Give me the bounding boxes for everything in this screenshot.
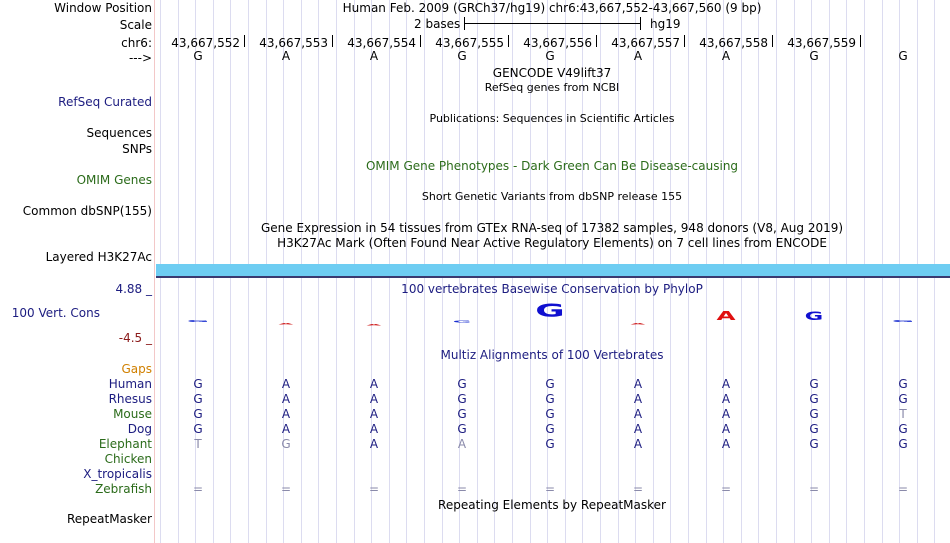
reference-base: A xyxy=(281,49,291,63)
species-base: = xyxy=(720,482,732,496)
species-base: T xyxy=(194,437,202,451)
scale-assembly-text: hg19 xyxy=(650,17,681,31)
species-base: A xyxy=(369,407,379,421)
species-base: = xyxy=(368,482,380,496)
scale-bases-text: 2 bases xyxy=(414,17,461,31)
repeatmasker-label[interactable]: RepeatMasker xyxy=(66,512,152,526)
position-tick xyxy=(244,35,245,47)
dbsnp-label[interactable]: Common dbSNP(155) xyxy=(22,204,152,218)
species-base: G xyxy=(809,437,819,451)
reference-base: G xyxy=(809,49,819,63)
species-label[interactable]: X_tropicalis xyxy=(83,467,152,481)
species-base: G xyxy=(457,407,467,421)
species-base: G xyxy=(545,392,555,406)
species-base: A xyxy=(369,437,379,451)
species-base: = xyxy=(632,482,644,496)
refseq-subtitle[interactable]: RefSeq genes from NCBI xyxy=(484,81,620,94)
repeatmasker-title[interactable]: Repeating Elements by RepeatMasker xyxy=(438,498,666,512)
reference-base: G xyxy=(193,49,203,63)
refseq-label[interactable]: RefSeq Curated xyxy=(58,95,152,109)
position-tick-label: 43,667,552 xyxy=(171,36,240,50)
species-base: G xyxy=(809,392,819,406)
species-base: = xyxy=(456,482,468,496)
position-tick xyxy=(684,35,685,47)
species-base: = xyxy=(192,482,204,496)
h3k27ac-title[interactable]: H3K27Ac Mark (Often Found Near Active Regulatory Elements) on 7 cell lines from ENCODE xyxy=(277,236,827,250)
species-base: G xyxy=(193,377,203,391)
window-position-text: Human Feb. 2009 (GRCh37/hg19) chr6:43,667,552-43,667,560 (9 bp) xyxy=(342,1,762,15)
species-base: G xyxy=(457,377,467,391)
reference-base: G xyxy=(898,49,908,63)
species-base: A xyxy=(281,407,291,421)
reference-base: A xyxy=(633,49,643,63)
position-tick xyxy=(772,35,773,47)
scale-label[interactable]: Scale xyxy=(119,18,152,32)
species-base: A xyxy=(721,422,731,436)
scale-bar-right-tick xyxy=(640,17,641,30)
window-position-label[interactable]: Window Position xyxy=(54,1,152,15)
species-base: A xyxy=(721,392,731,406)
species-base: A xyxy=(281,392,291,406)
omim-title[interactable]: OMIM Gene Phenotypes - Dark Green Can Be Disease-causing xyxy=(365,159,739,173)
species-base: A xyxy=(721,407,731,421)
species-base: G xyxy=(898,437,908,451)
phylop-title[interactable]: 100 vertebrates Basewise Conservation by PhyloP xyxy=(401,282,703,296)
h3k27ac-label[interactable]: Layered H3K27Ac xyxy=(45,250,152,264)
gaps-label[interactable]: Gaps xyxy=(121,362,152,376)
position-tick-label: 43,667,554 xyxy=(347,36,416,50)
position-tick xyxy=(596,35,597,47)
reference-base: G xyxy=(457,49,467,63)
scale-bar-left-tick xyxy=(464,17,465,30)
species-base: A xyxy=(281,377,291,391)
phylop-min-label: -4.5 _ xyxy=(118,331,152,345)
phylop-logo-glyph: A xyxy=(716,308,736,324)
species-base: G xyxy=(545,377,555,391)
species-base: G xyxy=(809,377,819,391)
gtex-title[interactable]: Gene Expression in 54 tissues from GTEx RNA-seq of 17382 samples, 948 donors (V8, Aug 2019) xyxy=(260,221,844,235)
species-base: G xyxy=(281,437,291,451)
phylop-logo-glyph: A xyxy=(278,322,294,326)
phylop-logo-glyph: A xyxy=(630,322,646,326)
phylop-logo-glyph: G xyxy=(804,310,824,324)
position-tick-label: 43,667,553 xyxy=(259,36,328,50)
species-base: G xyxy=(193,422,203,436)
species-base: = xyxy=(897,482,909,496)
species-base: G xyxy=(809,407,819,421)
phylop-logo-glyph: G xyxy=(187,319,209,323)
h3k27ac-baseline xyxy=(156,276,950,278)
phylop-label[interactable]: 100 Vert. Cons xyxy=(11,306,100,320)
species-base: A xyxy=(457,437,467,451)
position-tick xyxy=(332,35,333,47)
snps-label[interactable]: SNPs xyxy=(122,142,152,156)
species-label[interactable]: Dog xyxy=(127,422,152,436)
species-label[interactable]: Rhesus xyxy=(108,392,152,406)
species-label[interactable]: Mouse xyxy=(113,407,152,421)
species-base: G xyxy=(545,407,555,421)
reference-base: A xyxy=(721,49,731,63)
species-base: G xyxy=(898,422,908,436)
species-base: G xyxy=(898,377,908,391)
position-tick-label: 43,667,555 xyxy=(435,36,504,50)
species-base: G xyxy=(193,392,203,406)
h3k27ac-signal-bar[interactable] xyxy=(156,264,950,276)
position-tick-label: 43,667,558 xyxy=(699,36,768,50)
species-label[interactable]: Zebrafish xyxy=(95,482,152,496)
phylop-logo-glyph: G xyxy=(892,319,914,323)
label-divider xyxy=(154,0,155,543)
species-label[interactable]: Chicken xyxy=(104,452,152,466)
gencode-title[interactable]: GENCODE V49lift37 xyxy=(492,66,612,80)
species-base: A xyxy=(633,407,643,421)
species-base: A xyxy=(633,392,643,406)
reference-base: G xyxy=(545,49,555,63)
scale-bar xyxy=(464,23,641,24)
position-tick-label: 43,667,556 xyxy=(523,36,592,50)
multiz-title[interactable]: Multiz Alignments of 100 Vertebrates xyxy=(440,348,664,362)
species-base: T xyxy=(899,407,907,421)
species-base: G xyxy=(457,422,467,436)
phylop-logo-glyph: G xyxy=(452,320,472,324)
species-base: A xyxy=(633,377,643,391)
species-base: G xyxy=(545,437,555,451)
phylop-logo-glyph: A xyxy=(366,323,382,327)
sequences-label[interactable]: Sequences xyxy=(86,126,152,140)
species-base: G xyxy=(898,392,908,406)
publications-title[interactable]: Publications: Sequences in Scientific Articles xyxy=(429,112,675,125)
species-base: A xyxy=(633,437,643,451)
chrom-label[interactable]: chr6: xyxy=(121,36,152,50)
species-label[interactable]: Elephant xyxy=(98,437,152,451)
species-base: = xyxy=(544,482,556,496)
strand-label[interactable]: ---> xyxy=(128,51,152,65)
position-tick-label: 43,667,559 xyxy=(787,36,856,50)
position-tick-label: 43,667,557 xyxy=(611,36,680,50)
phylop-max-label: 4.88 _ xyxy=(115,282,152,296)
position-tick xyxy=(508,35,509,47)
species-base: A xyxy=(633,422,643,436)
reference-base: A xyxy=(369,49,379,63)
species-base: A xyxy=(369,422,379,436)
species-base: A xyxy=(281,422,291,436)
species-base: A xyxy=(721,377,731,391)
position-tick xyxy=(420,35,421,47)
phylop-logo-glyph: G xyxy=(535,300,565,322)
dbsnp-title[interactable]: Short Genetic Variants from dbSNP release 155 xyxy=(421,190,683,203)
species-base: A xyxy=(721,437,731,451)
species-base: G xyxy=(193,407,203,421)
species-base: G xyxy=(545,422,555,436)
species-base: A xyxy=(369,377,379,391)
species-base: A xyxy=(369,392,379,406)
species-base: G xyxy=(457,392,467,406)
species-base: = xyxy=(808,482,820,496)
position-tick xyxy=(860,35,861,47)
species-base: G xyxy=(809,422,819,436)
species-label[interactable]: Human xyxy=(108,377,152,391)
species-base: = xyxy=(280,482,292,496)
omim-label[interactable]: OMIM Genes xyxy=(76,173,152,187)
